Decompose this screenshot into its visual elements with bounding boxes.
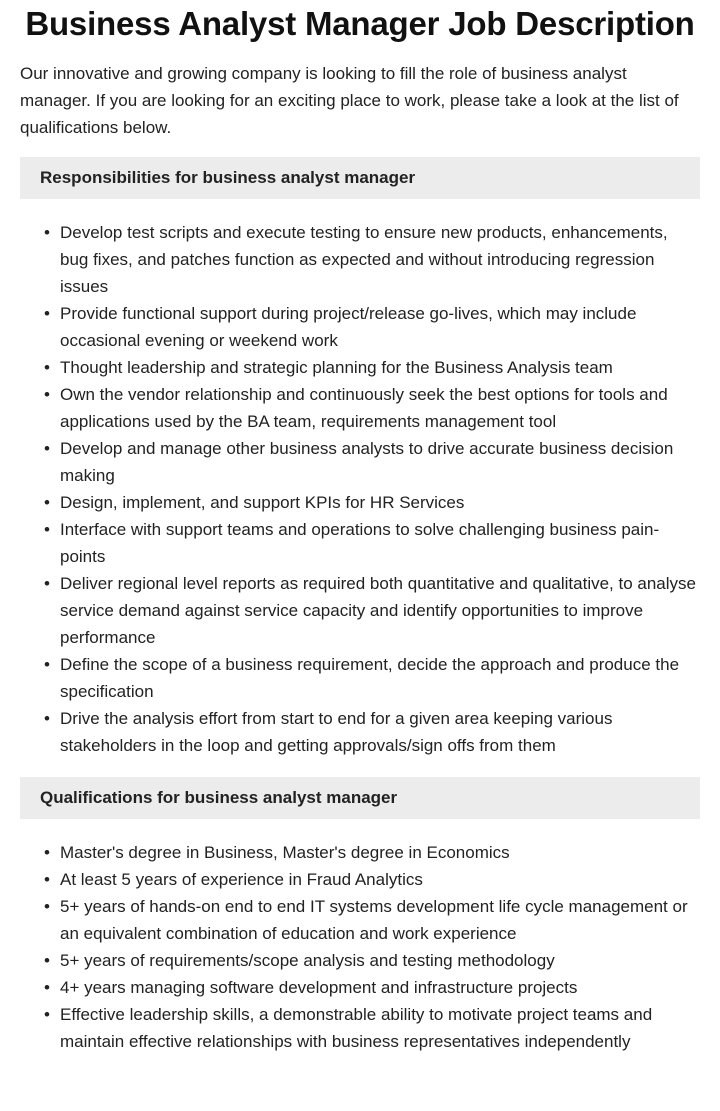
bullet-icon: • <box>44 358 50 377</box>
list-item-text: Effective leadership skills, a demonstrable ability to motivate project teams and maintain effective relationships with business representatives independently <box>60 1005 653 1051</box>
list-item-text: Thought leadership and strategic planning for the Business Analysis team <box>60 358 613 377</box>
list-item-text: Interface with support teams and operations to solve challenging business pain-points <box>60 520 660 566</box>
list-item <box>44 300 700 354</box>
bullet-icon: • <box>44 870 50 889</box>
list-item <box>44 705 700 759</box>
list-item <box>44 947 700 974</box>
bullet-icon: • <box>44 520 50 539</box>
bullet-icon: • <box>44 493 50 512</box>
list-item <box>44 570 700 651</box>
bullet-icon: • <box>44 951 50 970</box>
list-item <box>44 219 700 300</box>
list-item <box>44 354 700 381</box>
list-item <box>44 893 700 947</box>
list-item-text: Deliver regional level reports as required both quantitative and qualitative, to analyse service demand against service capacity and identify opportunities to improve performance <box>60 574 696 647</box>
bullet-icon: • <box>44 574 50 593</box>
list-item <box>44 1001 700 1055</box>
list-item-text: Own the vendor relationship and continuously seek the best options for tools and applications used by the BA team, requirements management tool <box>60 385 668 431</box>
list-item-text: Design, implement, and support KPIs for HR Services <box>60 493 465 512</box>
bullet-icon: • <box>44 897 50 916</box>
bullet-icon: • <box>44 385 50 404</box>
list-item-text: Provide functional support during project/release go-lives, which may include occasional evening or weekend work <box>60 304 637 350</box>
list-item-text: Master's degree in Business, Master's degree in Economics <box>60 843 510 862</box>
bullet-icon: • <box>44 978 50 997</box>
qualifications-list <box>20 839 700 1055</box>
list-item-text: Develop test scripts and execute testing to ensure new products, enhancements, bug fixes, and patches function as expected and without introducing regression issues <box>60 223 668 296</box>
list-item-text: Develop and manage other business analysts to drive accurate business decision making <box>60 439 674 485</box>
qualifications-heading: Qualifications for business analyst manager <box>20 777 700 819</box>
list-item <box>44 839 700 866</box>
bullet-icon: • <box>44 1005 50 1024</box>
page-title: Business Analyst Manager Job Description <box>25 5 695 42</box>
bullet-icon: • <box>44 439 50 458</box>
list-item-text: 4+ years managing software development and infrastructure projects <box>60 978 578 997</box>
list-item <box>44 974 700 1001</box>
bullet-icon: • <box>44 655 50 674</box>
responsibilities-list <box>20 219 700 759</box>
bullet-icon: • <box>44 223 50 242</box>
bullet-icon: • <box>44 709 50 728</box>
list-item <box>44 381 700 435</box>
bullet-icon: • <box>44 843 50 862</box>
bullet-icon: • <box>44 304 50 323</box>
list-item-text: Drive the analysis effort from start to end for a given area keeping various stakeholders in the loop and getting approvals/sign offs from them <box>60 709 613 755</box>
responsibilities-heading: Responsibilities for business analyst manager <box>20 157 700 199</box>
list-item <box>44 435 700 489</box>
list-item <box>44 866 700 893</box>
list-item <box>44 651 700 705</box>
list-item-text: At least 5 years of experience in Fraud Analytics <box>60 870 423 889</box>
list-item <box>44 516 700 570</box>
list-item-text: Define the scope of a business requirement, decide the approach and produce the specification <box>60 655 680 701</box>
list-item <box>44 489 700 516</box>
list-item-text: 5+ years of requirements/scope analysis and testing methodology <box>60 951 555 970</box>
intro-paragraph: Our innovative and growing company is looking to fill the role of business analyst manager. If you are looking for an exciting place to work, please take a look at the list of qualifications below. <box>20 64 679 137</box>
list-item-text: 5+ years of hands-on end to end IT systems development life cycle management or an equivalent combination of education and work experience <box>60 897 688 943</box>
